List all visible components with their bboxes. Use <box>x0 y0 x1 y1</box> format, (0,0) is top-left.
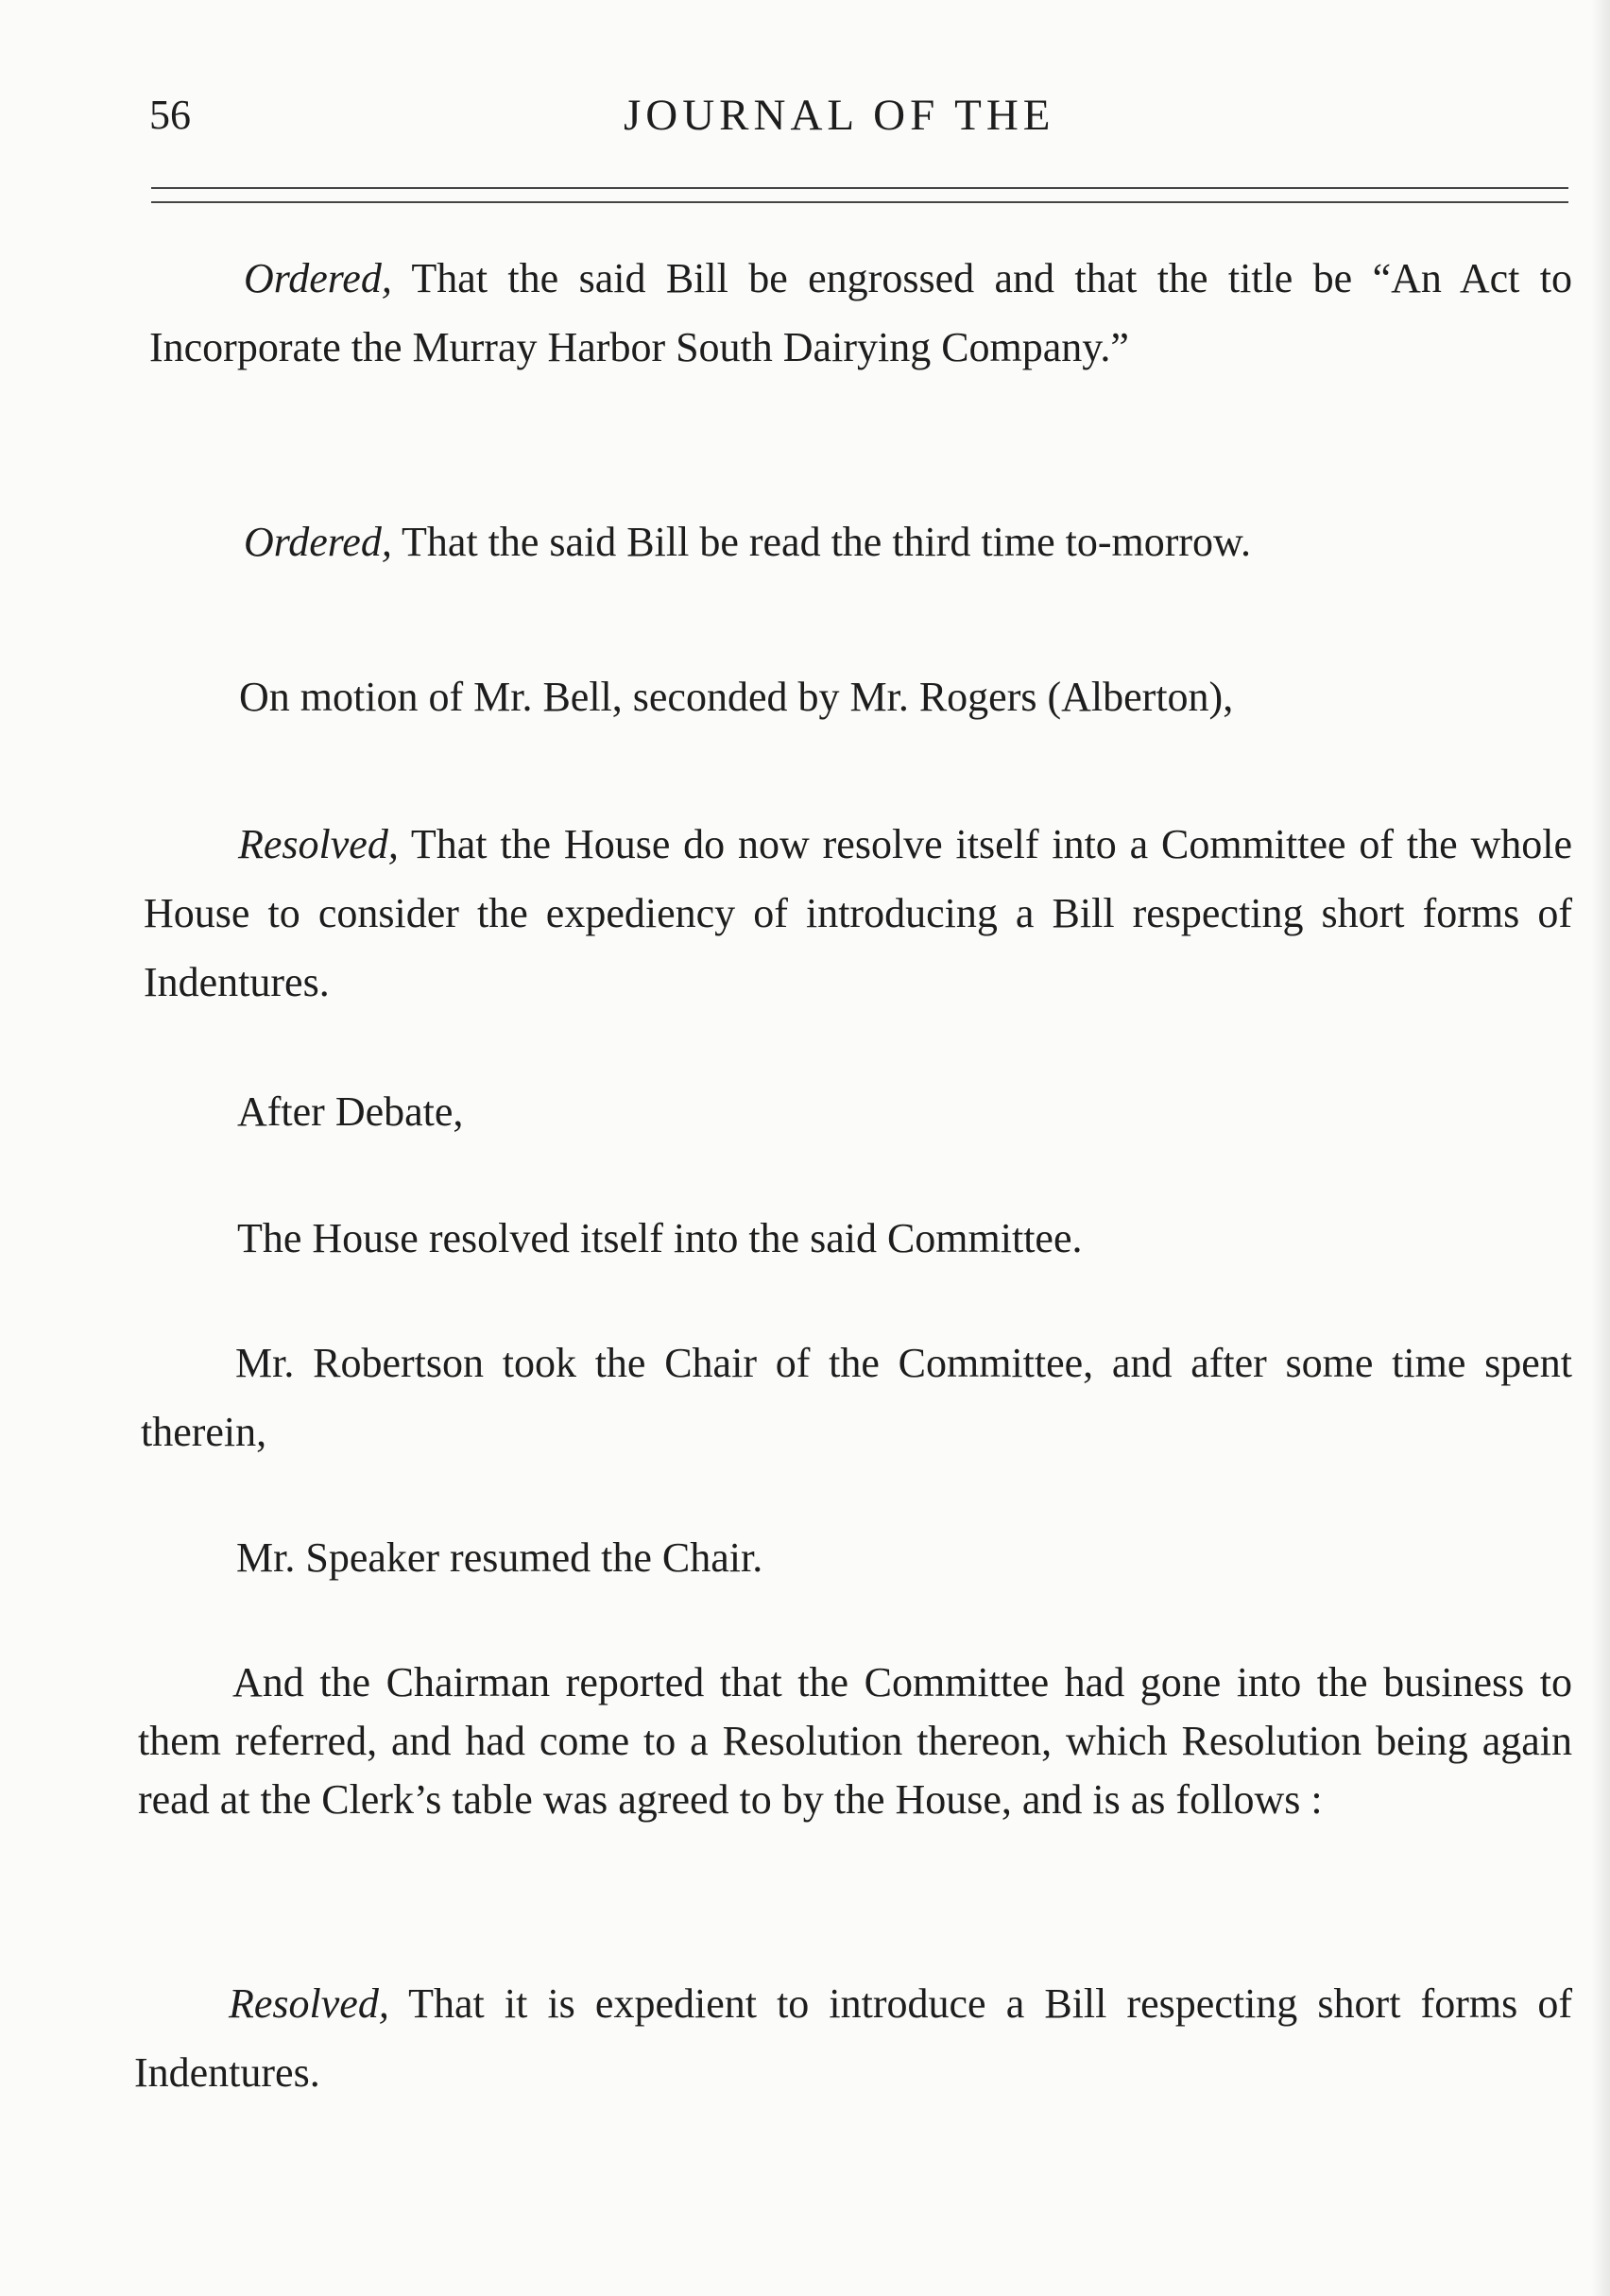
paragraph-text: That the House do now resolve itself into a Committee of the whole House to consider the expediency of introducing a Bill respecting short forms of Indentures. <box>144 821 1572 1005</box>
paragraph-text: After Debate, <box>237 1088 464 1135</box>
paragraph-after-debate <box>237 1077 1572 1146</box>
paragraph-resolved-committee <box>144 810 1572 1017</box>
paragraph-lead: Resolved, <box>238 821 399 867</box>
paragraph-robertson-chair <box>141 1328 1572 1466</box>
paragraph-lead: Ordered, <box>244 519 392 565</box>
paragraph-resolved-expedient <box>134 1969 1572 2107</box>
paragraph-lead: Ordered, <box>244 255 392 301</box>
paragraph-lead: Resolved, <box>229 1980 389 2027</box>
paragraph-text: On motion of Mr. Bell, seconded by Mr. Rogers (Alberton), <box>239 674 1234 720</box>
paragraph-ordered-third-reading <box>244 507 1572 576</box>
paragraph-text: That the said Bill be engrossed and that the title be “An Act to Incorporate the Murray Harbor South Dairying Company.” <box>149 255 1572 370</box>
paragraph-text: That the said Bill be read the third time to-morrow. <box>402 519 1251 565</box>
page-edge-shadow <box>1591 0 1610 2296</box>
running-title: JOURNAL OF THE <box>624 91 1055 140</box>
paragraph-motion <box>239 662 1572 731</box>
paragraph-speaker-resumed <box>236 1523 1572 1592</box>
header-rule-bottom <box>151 201 1568 203</box>
paragraph-text: Mr. Robertson took the Chair of the Committee, and after some time spent therein, <box>141 1340 1572 1455</box>
paragraph-house-resolved <box>237 1204 1572 1273</box>
page-number: 56 <box>149 92 191 138</box>
paragraph-text: And the Chairman reported that the Committee had gone into the business to them referred, and had come to a Resolution thereon, which Resolution being again read at the Clerk’s table was agreed to by the House, and is as follows : <box>138 1659 1572 1823</box>
paragraph-text: Mr. Speaker resumed the Chair. <box>236 1534 763 1581</box>
paragraph-text: That it is expedient to introduce a Bill respecting short forms of Indentures. <box>134 1980 1572 2096</box>
header-rule-top <box>151 187 1568 189</box>
paragraph-chairman-reported <box>138 1653 1572 1829</box>
paragraph-text: The House resolved itself into the said Committee. <box>237 1215 1083 1261</box>
paragraph-ordered-engrossed <box>149 244 1572 382</box>
